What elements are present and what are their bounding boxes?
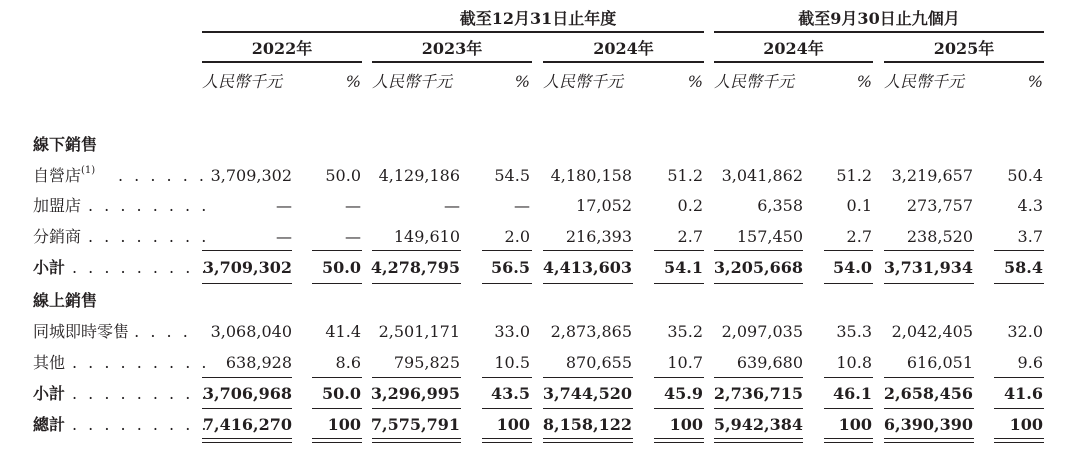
percent-cell: 43.5 — [491, 384, 530, 403]
amount-cell: 273,757 — [906, 196, 973, 215]
amount-cell: 2,501,171 — [378, 322, 460, 341]
amount-cell: 238,520 — [906, 227, 973, 246]
percent-cell: 9.6 — [1017, 353, 1043, 372]
leader-dots: . . . . . . . . — [88, 227, 210, 246]
amount-cell: 2,042,405 — [891, 322, 973, 341]
row-label — [33, 415, 65, 435]
section-title-offline: 線下銷售 — [33, 135, 98, 154]
amount-cell: 157,450 — [736, 227, 803, 246]
amount-cell: — — [276, 196, 292, 215]
rule-above-subtotal — [824, 250, 873, 251]
rule-below-subtotal — [312, 408, 362, 409]
amount-unit-label: 人民幣千元 — [714, 72, 795, 91]
amount-cell: 3,744,520 — [542, 384, 632, 403]
year-heading: 2022年 — [251, 39, 313, 58]
amount-cell: 2,658,456 — [883, 384, 973, 403]
leader-dots: . . . . . — [118, 322, 191, 341]
leader-dots: . . . . . . . . . — [72, 353, 210, 372]
percent-cell: — — [345, 196, 361, 215]
double-rule-total — [312, 442, 362, 443]
amount-cell: 638,928 — [225, 353, 292, 372]
amount-cell: 3,709,302 — [202, 258, 292, 277]
rule-above-subtotal — [824, 377, 873, 378]
amount-unit-label: 人民幣千元 — [884, 72, 965, 91]
amount-cell: 2,736,715 — [713, 384, 803, 403]
amount-cell: 17,052 — [576, 196, 632, 215]
rule-below-subtotal — [994, 283, 1044, 284]
percent-cell: 51.2 — [667, 166, 703, 185]
double-rule-total — [654, 438, 704, 439]
row-label-text: 小計 — [33, 258, 66, 277]
period-rule-annual — [202, 31, 704, 33]
rule-above-subtotal — [654, 250, 704, 251]
double-rule-total — [994, 442, 1044, 443]
amount-cell: 3,731,934 — [883, 258, 973, 277]
year-heading: 2024年 — [593, 39, 654, 58]
leader-dots: . . . . . . . . . — [72, 384, 210, 403]
percent-cell: 41.6 — [1004, 384, 1043, 403]
rule-above-subtotal — [482, 250, 532, 251]
row-label — [33, 227, 81, 247]
amount-cell: 2,873,865 — [550, 322, 632, 341]
double-rule-total — [543, 438, 633, 439]
percent-cell: 46.1 — [833, 384, 872, 403]
amount-cell: 3,205,668 — [713, 258, 803, 277]
rule-above-subtotal — [202, 250, 292, 251]
rule-above-subtotal — [654, 377, 704, 378]
percent-cell: 0.1 — [846, 196, 872, 215]
rule-above-subtotal — [202, 377, 292, 378]
double-rule-total — [714, 442, 803, 443]
double-rule-total — [202, 438, 292, 439]
rule-below-subtotal — [714, 408, 803, 409]
year-heading: 2025年 — [933, 39, 995, 58]
amount-cell: 3,041,862 — [721, 166, 803, 185]
percent-cell: 50.0 — [322, 384, 361, 403]
percent-cell: 100 — [327, 415, 361, 434]
rule-above-subtotal — [884, 377, 974, 378]
row-label — [33, 166, 95, 186]
row-label-text: 同城即時零售 — [33, 322, 130, 341]
percent-cell: 10.5 — [494, 353, 530, 372]
year-rule — [202, 61, 362, 63]
percent-cell: 0.2 — [677, 196, 703, 215]
rule-above-subtotal — [543, 377, 633, 378]
double-rule-total — [482, 438, 532, 439]
year-heading: 2023年 — [421, 39, 483, 58]
percent-cell: 56.5 — [491, 258, 530, 277]
rule-above-subtotal — [312, 250, 362, 251]
amount-unit-label: 人民幣千元 — [372, 72, 453, 91]
amount-cell: 2,097,035 — [721, 322, 803, 341]
row-label — [33, 322, 129, 342]
percent-cell: 8.6 — [335, 353, 361, 372]
percent-cell: 35.3 — [836, 322, 872, 341]
double-rule-total — [654, 442, 704, 443]
rule-below-subtotal — [372, 283, 461, 284]
row-label — [33, 196, 81, 216]
rule-above-subtotal — [372, 250, 461, 251]
rule-below-subtotal — [202, 408, 292, 409]
percent-cell: 10.7 — [667, 353, 703, 372]
amount-cell: — — [444, 196, 460, 215]
amount-cell: 6,358 — [757, 196, 803, 215]
year-rule — [884, 61, 1044, 63]
percent-cell: 3.7 — [1017, 227, 1043, 246]
double-rule-total — [884, 442, 974, 443]
percent-cell: 58.4 — [1004, 258, 1043, 277]
footnote-marker: (1) — [81, 164, 96, 176]
percent-cell: 2.7 — [677, 227, 703, 246]
double-rule-total — [372, 438, 461, 439]
rule-below-subtotal — [312, 283, 362, 284]
percent-cell: 35.2 — [667, 322, 703, 341]
leader-dots: . . . . . . — [118, 166, 207, 185]
amount-cell: 3,068,040 — [210, 322, 292, 341]
rule-above-subtotal — [714, 250, 803, 251]
row-label — [33, 384, 65, 404]
double-rule-total — [543, 442, 633, 443]
rule-above-subtotal — [714, 377, 803, 378]
double-rule-total — [994, 438, 1044, 439]
leader-dots: . . . . . . . . . — [72, 415, 210, 434]
amount-cell: 616,051 — [906, 353, 973, 372]
percent-cell: 100 — [838, 415, 872, 434]
percent-cell: 50.0 — [325, 166, 361, 185]
amount-cell: — — [276, 227, 292, 246]
rule-below-subtotal — [482, 408, 532, 409]
rule-below-subtotal — [884, 408, 974, 409]
percent-cell: 100 — [1009, 415, 1043, 434]
percent-unit-label: % — [514, 72, 530, 91]
amount-cell: 4,413,603 — [542, 258, 632, 277]
row-label-text: 小計 — [33, 384, 66, 403]
amount-cell: 3,219,657 — [891, 166, 973, 185]
percent-cell: 50.4 — [1007, 166, 1043, 185]
rule-above-subtotal — [994, 250, 1044, 251]
amount-cell: 7,575,791 — [370, 415, 460, 434]
rule-above-subtotal — [994, 377, 1044, 378]
year-heading: 2024年 — [763, 39, 824, 58]
percent-unit-label: % — [687, 72, 703, 91]
amount-cell: 639,680 — [736, 353, 803, 372]
row-label-text: 自營店 — [33, 166, 82, 185]
amount-unit-label: 人民幣千元 — [543, 72, 624, 91]
percent-unit-label: % — [345, 72, 361, 91]
amount-cell: 3,709,302 — [210, 166, 292, 185]
rule-above-subtotal — [312, 377, 362, 378]
amount-cell: 870,655 — [565, 353, 632, 372]
double-rule-total — [824, 438, 873, 439]
amount-cell: 149,610 — [393, 227, 460, 246]
percent-cell: 41.4 — [325, 322, 361, 341]
percent-cell: 4.3 — [1017, 196, 1043, 215]
rule-above-subtotal — [884, 250, 974, 251]
percent-cell: — — [514, 196, 530, 215]
double-rule-total — [884, 438, 974, 439]
leader-dots: . . . . . . . . . — [72, 258, 210, 277]
period-heading-interim: 截至9月30日止九個月 — [798, 9, 960, 28]
amount-cell: 795,825 — [393, 353, 460, 372]
rule-below-subtotal — [372, 408, 461, 409]
rule-below-subtotal — [202, 283, 292, 284]
rule-below-subtotal — [714, 283, 803, 284]
amount-cell: 4,180,158 — [550, 166, 632, 185]
row-label — [33, 258, 65, 278]
amount-cell: 8,158,122 — [542, 415, 632, 434]
percent-cell: 100 — [496, 415, 530, 434]
rule-above-subtotal — [543, 250, 633, 251]
percent-cell: 2.0 — [504, 227, 530, 246]
rule-below-subtotal — [482, 283, 532, 284]
rule-above-subtotal — [482, 377, 532, 378]
percent-cell: 50.0 — [322, 258, 361, 277]
rule-below-subtotal — [824, 283, 873, 284]
percent-cell: 32.0 — [1007, 322, 1043, 341]
rule-below-subtotal — [994, 408, 1044, 409]
period-rule-interim — [714, 31, 1044, 33]
amount-cell: 5,942,384 — [713, 415, 803, 434]
percent-unit-label: % — [1027, 72, 1043, 91]
double-rule-total — [714, 438, 803, 439]
rule-below-subtotal — [543, 408, 633, 409]
percent-cell: 10.8 — [836, 353, 872, 372]
percent-cell: 54.5 — [494, 166, 530, 185]
percent-cell: 54.1 — [664, 258, 703, 277]
leader-dots: . . . . . . . . — [88, 196, 210, 215]
amount-cell: 4,129,186 — [378, 166, 460, 185]
rule-below-subtotal — [654, 283, 704, 284]
amount-cell: 7,416,270 — [202, 415, 292, 434]
percent-cell: — — [345, 227, 361, 246]
double-rule-total — [202, 442, 292, 443]
percent-unit-label: % — [856, 72, 872, 91]
rule-below-subtotal — [654, 408, 704, 409]
row-label — [33, 353, 65, 373]
amount-cell: 3,706,968 — [202, 384, 292, 403]
double-rule-total — [312, 438, 362, 439]
period-heading-annual: 截至12月31日止年度 — [459, 9, 617, 28]
percent-cell: 51.2 — [836, 166, 872, 185]
percent-cell: 54.0 — [833, 258, 872, 277]
row-label-text: 加盟店 — [33, 196, 82, 215]
year-rule — [543, 61, 704, 63]
double-rule-total — [372, 442, 461, 443]
percent-cell: 2.7 — [846, 227, 872, 246]
rule-below-subtotal — [543, 283, 633, 284]
amount-cell: 6,390,390 — [883, 415, 973, 434]
row-label-text: 分銷商 — [33, 227, 82, 246]
row-label-text: 總計 — [33, 415, 66, 434]
amount-cell: 4,278,795 — [370, 258, 460, 277]
section-title-online: 線上銷售 — [33, 291, 98, 310]
rule-above-subtotal — [372, 377, 461, 378]
amount-cell: 3,296,995 — [370, 384, 460, 403]
double-rule-total — [482, 442, 532, 443]
amount-unit-label: 人民幣千元 — [202, 72, 283, 91]
double-rule-total — [824, 442, 873, 443]
year-rule — [714, 61, 873, 63]
rule-below-subtotal — [884, 283, 974, 284]
amount-cell: 216,393 — [565, 227, 632, 246]
percent-cell: 100 — [669, 415, 703, 434]
year-rule — [372, 61, 532, 63]
rule-below-subtotal — [824, 408, 873, 409]
percent-cell: 33.0 — [494, 322, 530, 341]
row-label-text: 其他 — [33, 353, 66, 372]
percent-cell: 45.9 — [664, 384, 703, 403]
